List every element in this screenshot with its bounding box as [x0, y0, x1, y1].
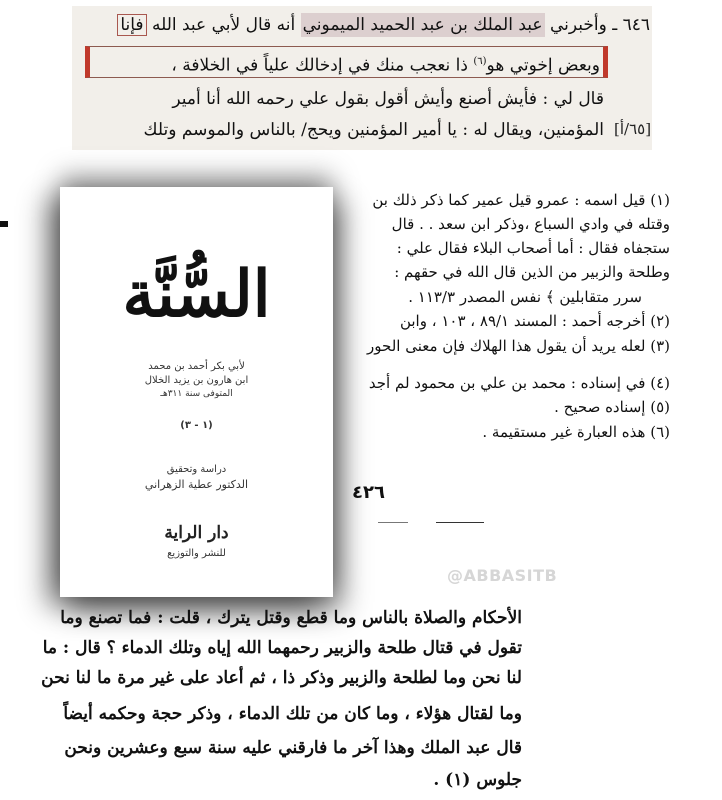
footnote-line: (٥) إسناده صحيح . — [554, 398, 670, 416]
excerpt-line-2-start: وبعض إخوتي هو — [486, 55, 600, 76]
body-line: الأحكام والصلاة بالناس وما قطع وقتل يترك ، قلت : فما تصنع وما — [60, 608, 522, 628]
footnote-line: (٦) هذه العبارة غير مستقيمة . — [482, 423, 670, 441]
book-cover-image — [60, 187, 333, 597]
page-number: ٤٢٦ — [352, 482, 385, 503]
footnote-line: ستجفاه فقال : أما أصحاب البلاء فقال علي : — [396, 239, 670, 257]
watermark: @ABBASITB — [447, 566, 558, 585]
book-title: السُّنَّة — [122, 257, 271, 332]
body-line: جلوس (١) . — [433, 770, 522, 790]
highlighted-narrator-name: عبد الملك بن عبد الحميد الميموني — [302, 15, 543, 35]
body-line: لنا نحن وما لطلحة والزبير وذكر ذا ، ثم أعاد على غير مرة ما لنا نحن — [41, 668, 522, 688]
divider-dash — [436, 522, 484, 523]
boxed-word: فإنا — [117, 14, 146, 36]
excerpt-line-4: المؤمنين، ويقال له : يا أمير المؤمنين ويحج/ بالناس والموسم وتلك — [143, 120, 604, 140]
publisher-name: دار الراية — [164, 523, 229, 543]
publisher-subtitle: للنشر والتوزيع — [167, 548, 226, 559]
footnote-line: (٢) أخرجه أحمد : المسند ٨٩/١ ، ١٠٣ ، وابن — [399, 312, 670, 330]
body-line: قال عبد الملك وهذا آخر ما فارقني عليه سنة سبع وعشرين ونحن — [64, 738, 522, 758]
excerpt-line-3: قال لي : فأيش أصنع وأيش أقول بقول علي رحمه الله أنا أمير — [172, 89, 604, 109]
volume-range: (١ - ٣) — [180, 420, 213, 431]
narration-prefix: ٦٤٦ ـ وأخبرني — [544, 15, 650, 35]
footnote-line: (٣) لعله يريد أن يقول هذا الهلاك فإن معنى الحور — [367, 337, 670, 355]
excerpt-line-2-end: ذا نعجب منك في إدخالك علياً في الخلافة ، — [171, 55, 474, 76]
footnote-line: (١) قيل اسمه : عمرو قيل عمير كما ذكر ذلك بن — [372, 191, 670, 209]
manuscript-page-ref: [٦٥/أ] — [614, 120, 652, 138]
author-line-2: ابن هارون بن يزيد الخلال — [144, 375, 249, 386]
footnote-line: وقتله في وادي السباع ،وذكر ابن سعد . . قال — [391, 215, 670, 233]
footnote-line: (٤) في إسناده : محمد بن علي بن محمود لم أجد — [368, 374, 670, 392]
excerpt-line-1 — [117, 14, 650, 36]
body-line: وما لقتال هؤلاء ، وما كان من تلك الدماء ، وذكر حجة وحكمه أيضاً — [63, 704, 522, 724]
narration-middle: أنه قال لأبي عبد الله — [146, 15, 301, 35]
editor-label: دراسة وتحقيق — [166, 464, 227, 475]
editor-name: الدكتور عطية الزهراني — [144, 478, 249, 491]
footnote-line: وطلحة والزبير من الذين قال الله في حقهم : — [394, 263, 670, 281]
footnote-ref-6: (٦) — [473, 56, 487, 67]
author-line-1: لأبي بكر أحمد بن محمد — [148, 361, 245, 372]
footnote-line: سرر متقابلين ﴾ نفس المصدر ١١٣/٣ . — [408, 288, 642, 306]
excerpt-line-2 — [171, 51, 600, 77]
margin-mark — [0, 221, 8, 227]
body-line: تقول في قتال طلحة والزبير رحمهما الله إياه وتلك الدماء ؟ قال : ما — [42, 638, 522, 658]
divider-dash — [378, 522, 408, 523]
author-death-year: المتوفى سنة ٣١١هـ — [160, 389, 233, 399]
